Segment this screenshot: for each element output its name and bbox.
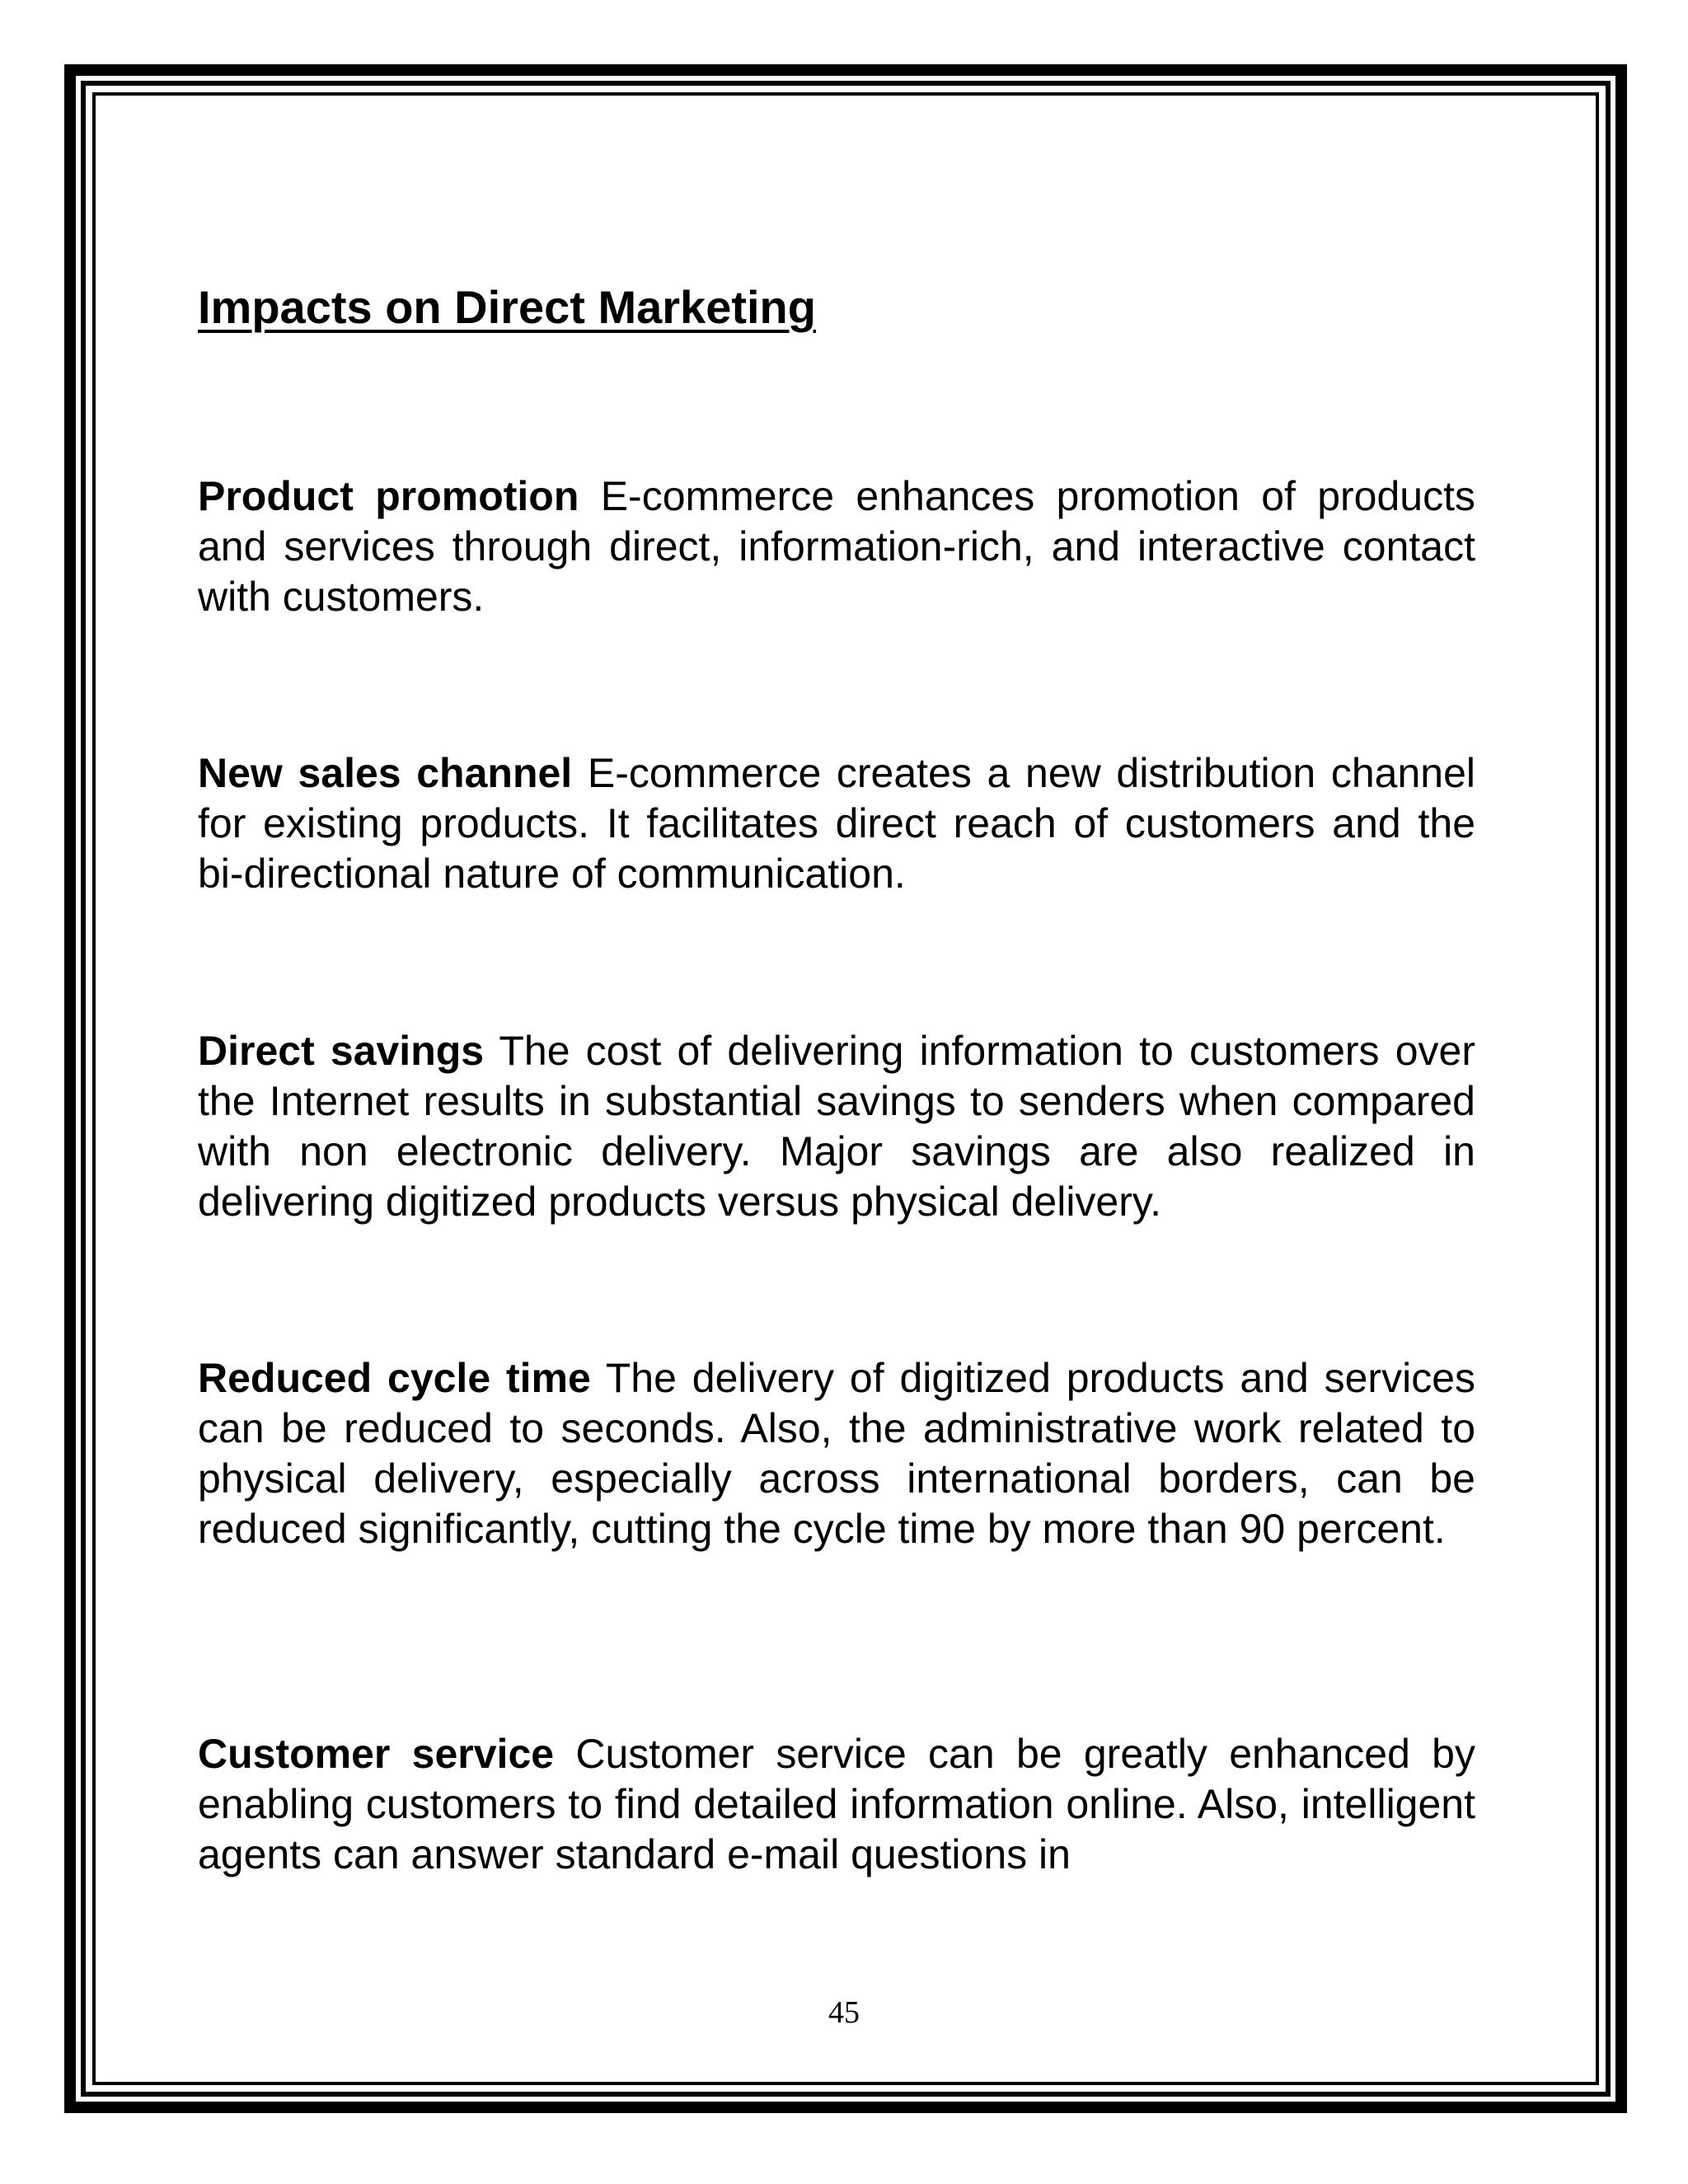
section-term: Reduced cycle time xyxy=(198,1355,591,1401)
section-text: E-commerce creates a new distribution channel for existing products. It facilitates direct reach of customers and the bi-directional nature of communication. xyxy=(198,750,1475,897)
section-term: Customer service xyxy=(198,1731,555,1777)
page-title: Impacts on Direct Marketing xyxy=(198,281,816,333)
section-text: The delivery of digitized products and services can be reduced to seconds. Also, the administrative work related to physical delivery, especially across international borders, can be reduced significantly, cutting the cycle time by more than 90 percent. xyxy=(198,1355,1476,1552)
section-text: E-commerce enhances promotion of products and services through direct, information-rich, and interactive contact with customers. xyxy=(198,473,1475,620)
section-new-sales-channel xyxy=(198,748,1475,899)
section-term: Product promotion xyxy=(198,473,579,519)
section-reduced-cycle-time xyxy=(198,1353,1475,1554)
section-product-promotion xyxy=(198,471,1475,622)
section-text: Customer service can be greatly enhanced by enabling customers to find detailed information online. Also, intelligent agents can answer standard e-mail questions in xyxy=(198,1731,1475,1877)
section-text: The cost of delivering information to customers over the Internet results in substantial savings to senders when compared with non electronic delivery. Major savings are also realized in delivering digitized products versus physical delivery. xyxy=(198,1028,1475,1225)
page-number: 45 xyxy=(828,1995,860,2030)
section-term: New sales channel xyxy=(198,750,573,796)
section-term: Direct savings xyxy=(198,1028,485,1074)
section-direct-savings xyxy=(198,1026,1475,1227)
section-customer-service xyxy=(198,1729,1475,1880)
